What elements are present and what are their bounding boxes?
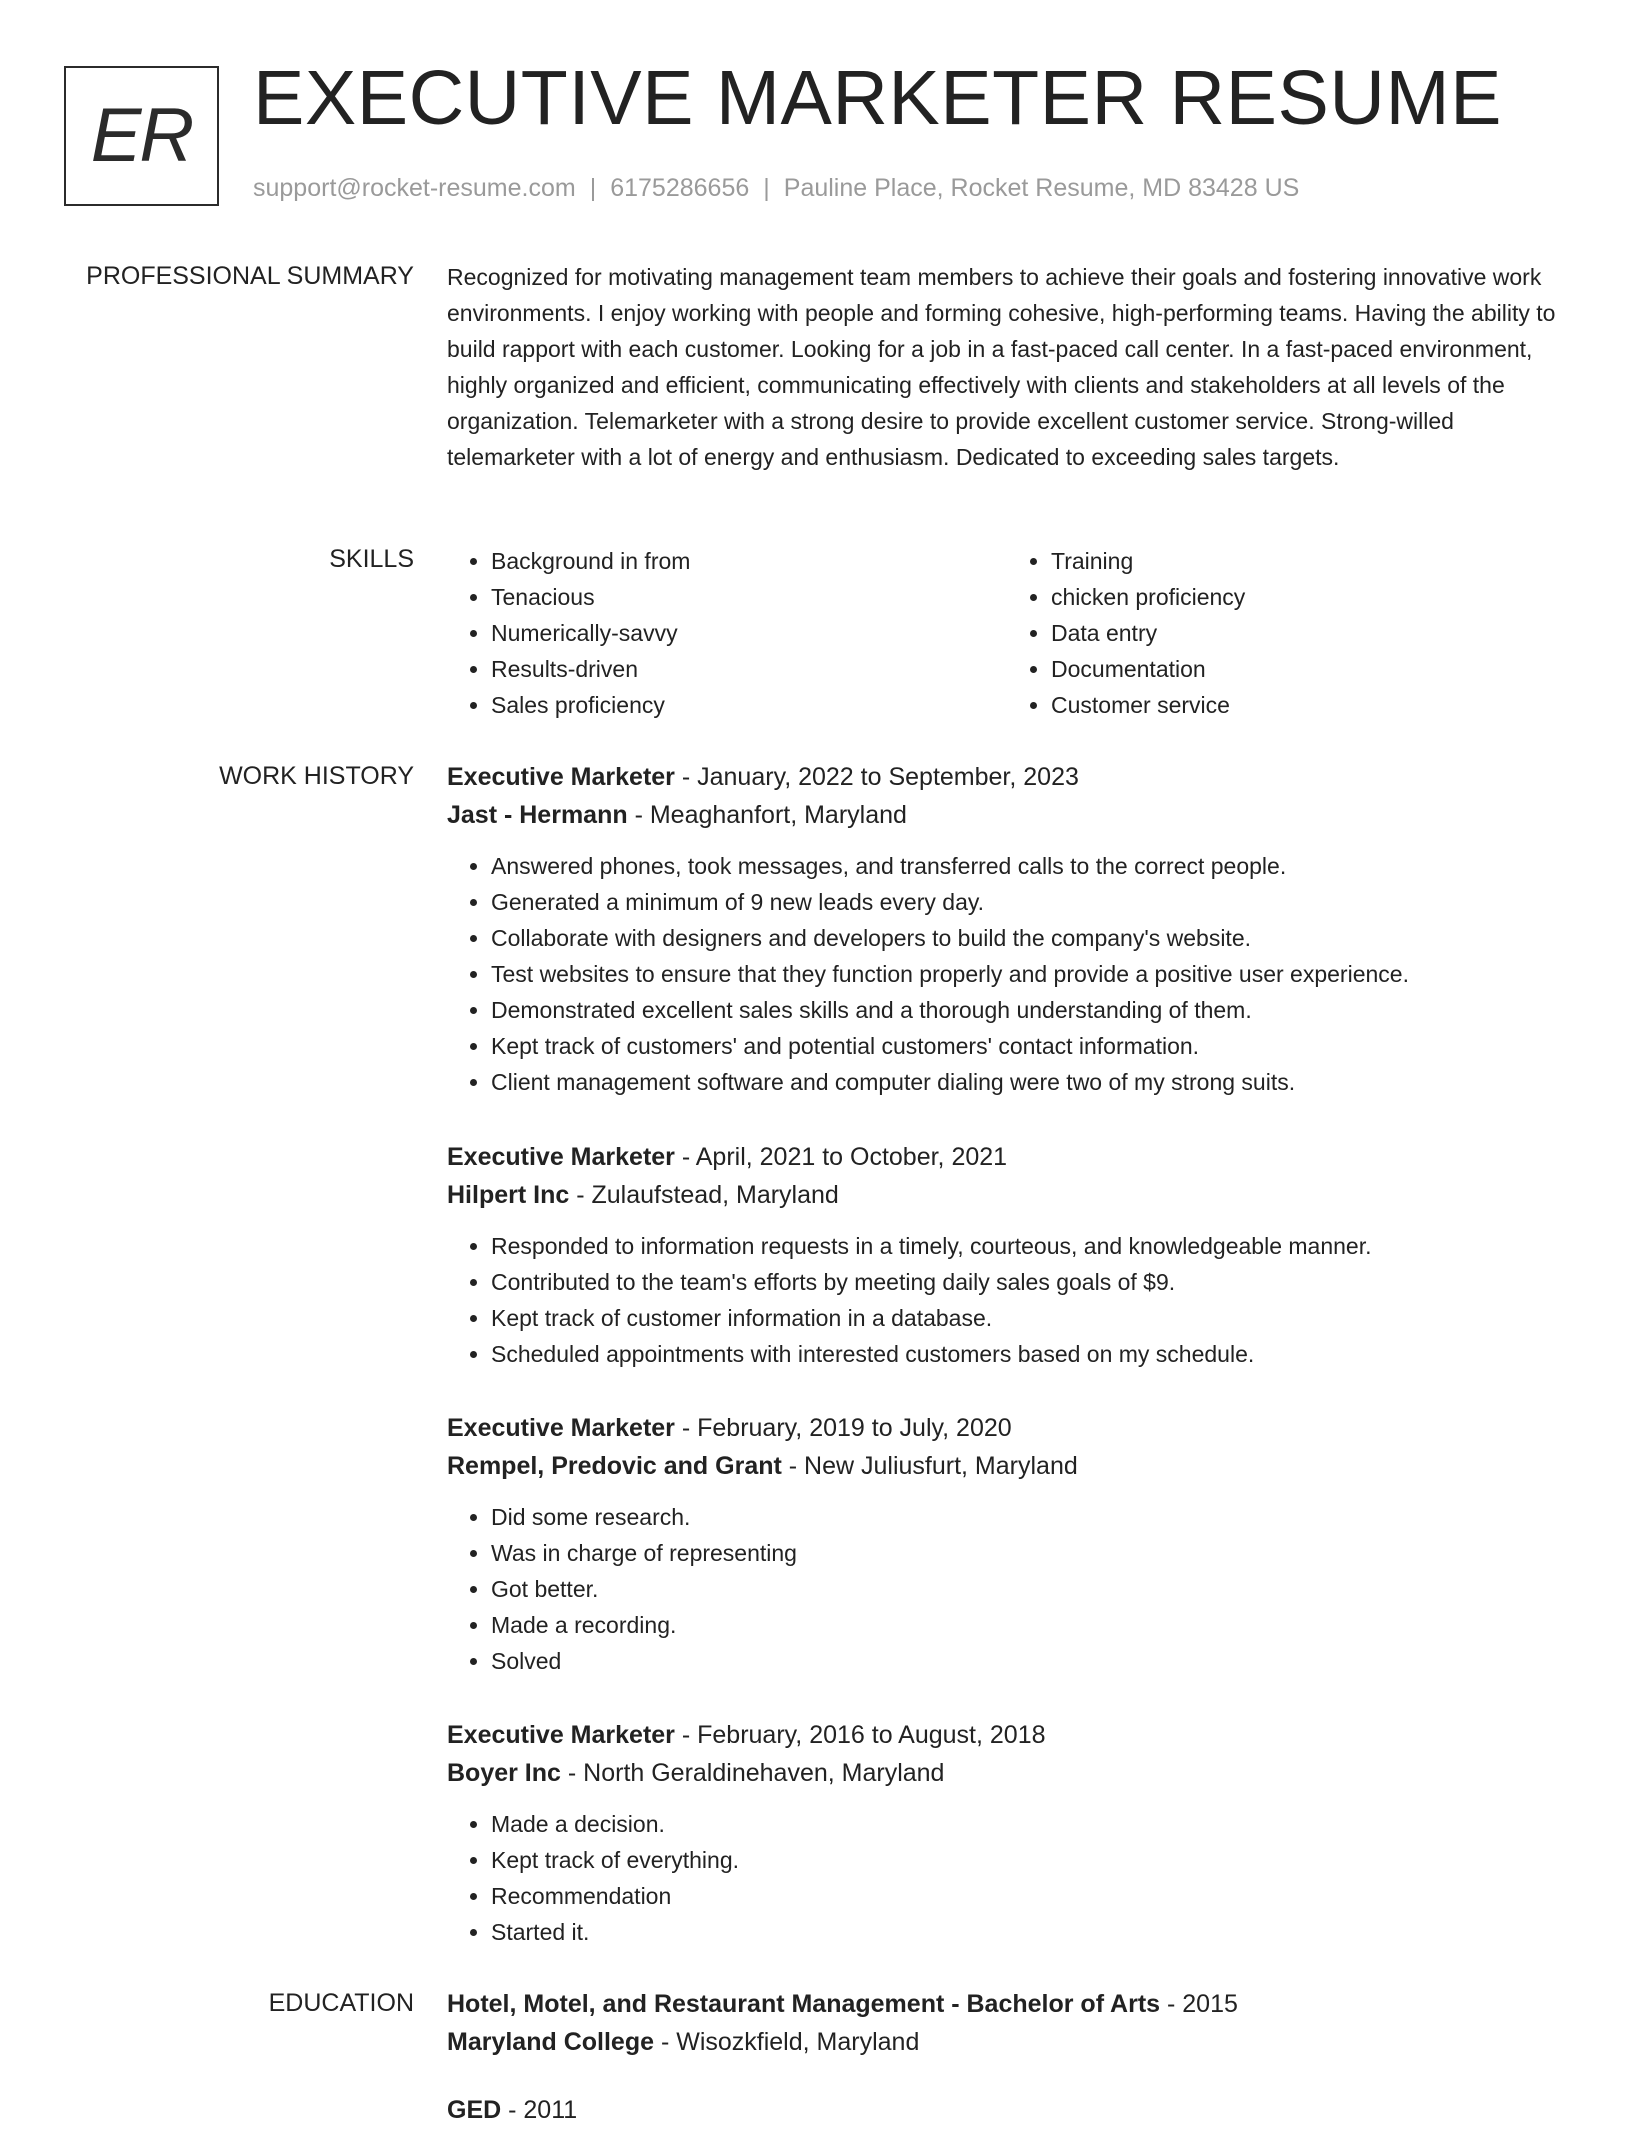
job-bullet: • Scheduled appointments with interested customers based on my schedule. (491, 1336, 1567, 1372)
job-bullet-list (447, 1806, 1567, 1950)
job-title: Executive Marketer (447, 1414, 675, 1442)
job-company: Rempel, Predovic and Grant (447, 1452, 782, 1480)
skill-item: • Training (1051, 543, 1567, 579)
education-entry (447, 2091, 1567, 2129)
skills-list-right (1007, 543, 1567, 723)
section-label-summary: PROFESSIONAL SUMMARY (86, 262, 414, 290)
job-bullet-list (447, 848, 1567, 1100)
education-year: - 2011 (501, 2096, 578, 2124)
section-label-skills: SKILLS (329, 545, 414, 573)
skill-item: • chicken proficiency (1051, 579, 1567, 615)
job-bullet: • Contributed to the team's efforts by meeting daily sales goals of $9. (491, 1264, 1567, 1300)
skill-item: • Background in from (491, 543, 1007, 579)
job-entry (447, 1409, 1567, 1679)
job-bullet: • Made a decision. (491, 1806, 1567, 1842)
job-location: - Zulaufstead, Maryland (569, 1181, 839, 1209)
job-bullet: • Test websites to ensure that they function properly and provide a positive user experience. (491, 956, 1567, 992)
contact-address: Pauline Place, Rocket Resume, MD 83428 US (783, 174, 1300, 202)
job-title: Executive Marketer (447, 1143, 675, 1171)
education-entry (447, 1985, 1567, 2061)
contact-separator: | (763, 174, 770, 202)
job-location: - Meaghanfort, Maryland (627, 801, 907, 829)
job-bullet: • Did some research. (491, 1499, 1567, 1535)
job-bullet: • Made a recording. (491, 1607, 1567, 1643)
job-bullet: • Got better. (491, 1571, 1567, 1607)
job-bullet: • Kept track of customers' and potential customers' contact information. (491, 1028, 1567, 1064)
skill-item: • Tenacious (491, 579, 1007, 615)
job-company-line (447, 1447, 1567, 1485)
job-title: Executive Marketer (447, 763, 675, 791)
job-company: Jast - Hermann (447, 801, 628, 829)
resume-title: EXECUTIVE MARKETER RESUME (253, 55, 1502, 141)
job-bullet: • Generated a minimum of 9 new leads every day. (491, 884, 1567, 920)
job-entry (447, 1716, 1567, 1950)
job-company-line (447, 1754, 1567, 1792)
job-bullet-list (447, 1228, 1567, 1372)
skills-list-left (447, 543, 1007, 723)
job-title-line (447, 1138, 1567, 1176)
job-bullet: • Collaborate with designers and developers to build the company's website. (491, 920, 1567, 956)
job-title-line (447, 758, 1567, 796)
job-dates: - February, 2019 to July, 2020 (674, 1414, 1012, 1442)
education-degree: Hotel, Motel, and Restaurant Management - Bachelor of Arts (447, 1990, 1161, 2018)
job-company: Boyer Inc (447, 1759, 561, 1787)
job-bullet: • Answered phones, took messages, and transferred calls to the correct people. (491, 848, 1567, 884)
skill-item: • Numerically-savvy (491, 615, 1007, 651)
job-bullet: • Kept track of customer information in a database. (491, 1300, 1567, 1336)
education-degree-line (447, 1985, 1567, 2023)
job-bullet: • Started it. (491, 1914, 1567, 1950)
job-company-line (447, 1176, 1567, 1214)
job-bullet: • Was in charge of representing (491, 1535, 1567, 1571)
skill-item: • Customer service (1051, 687, 1567, 723)
job-company-line (447, 796, 1567, 834)
job-dates: - February, 2016 to August, 2018 (674, 1721, 1046, 1749)
skill-item: • Documentation (1051, 651, 1567, 687)
job-entry (447, 758, 1567, 1100)
skill-item: • Sales proficiency (491, 687, 1007, 723)
education-school-line (447, 2023, 1567, 2061)
job-bullet: • Client management software and computer dialing were two of my strong suits. (491, 1064, 1567, 1100)
job-title-line (447, 1409, 1567, 1447)
education-degree: GED (447, 2096, 502, 2124)
contact-separator: | (589, 174, 597, 202)
contact-phone: 6175286656 (610, 174, 750, 202)
skill-item: • Data entry (1051, 615, 1567, 651)
summary-text: Recognized for motivating management team members to achieve their goals and fostering innovative work environments. I enjoy working with people and forming cohesive, high-performing teams. Having the ability to build rapport with each customer. Looking for a job in a fast-paced call center. In a fast-paced environment, highly organized and efficient, communicating effectively with clients and stakeholders at all levels of the organization. Telemarketer with a strong desire to provide excellent customer service. Strong-willed telemarketer with a lot of energy and enthusiasm. Dedicated to exceeding sales targets. (447, 264, 1556, 470)
education-school: Maryland College (447, 2028, 654, 2056)
job-entry (447, 1138, 1567, 1372)
job-bullet: • Recommendation (491, 1878, 1567, 1914)
education-location: - Wisozkfield, Maryland (654, 2028, 920, 2056)
job-bullet: • Responded to information requests in a timely, courteous, and knowledgeable manner. (491, 1228, 1567, 1264)
job-title-line (447, 1716, 1567, 1754)
job-company: Hilpert Inc (447, 1181, 570, 1209)
section-label-education: EDUCATION (268, 1989, 414, 2017)
job-dates: - January, 2022 to September, 2023 (674, 763, 1079, 791)
contact-email: support@rocket-resume.com (253, 174, 576, 202)
contact-line (253, 174, 1299, 203)
job-bullet: • Solved (491, 1643, 1567, 1679)
job-bullet: • Kept track of everything. (491, 1842, 1567, 1878)
education-year: - 2015 (1160, 1990, 1238, 2018)
job-title: Executive Marketer (447, 1721, 675, 1749)
job-location: - New Juliusfurt, Maryland (781, 1452, 1078, 1480)
job-bullet-list (447, 1499, 1567, 1679)
job-bullet: • Demonstrated excellent sales skills and a thorough understanding of them. (491, 992, 1567, 1028)
job-dates: - April, 2021 to October, 2021 (674, 1143, 1008, 1171)
job-location: - North Geraldinehaven, Maryland (560, 1759, 945, 1787)
monogram-initials: ER (90, 93, 193, 178)
monogram-box (64, 66, 219, 206)
education-degree-line (447, 2091, 1567, 2129)
skill-item: • Results-driven (491, 651, 1007, 687)
section-label-work-history: WORK HISTORY (219, 762, 414, 790)
